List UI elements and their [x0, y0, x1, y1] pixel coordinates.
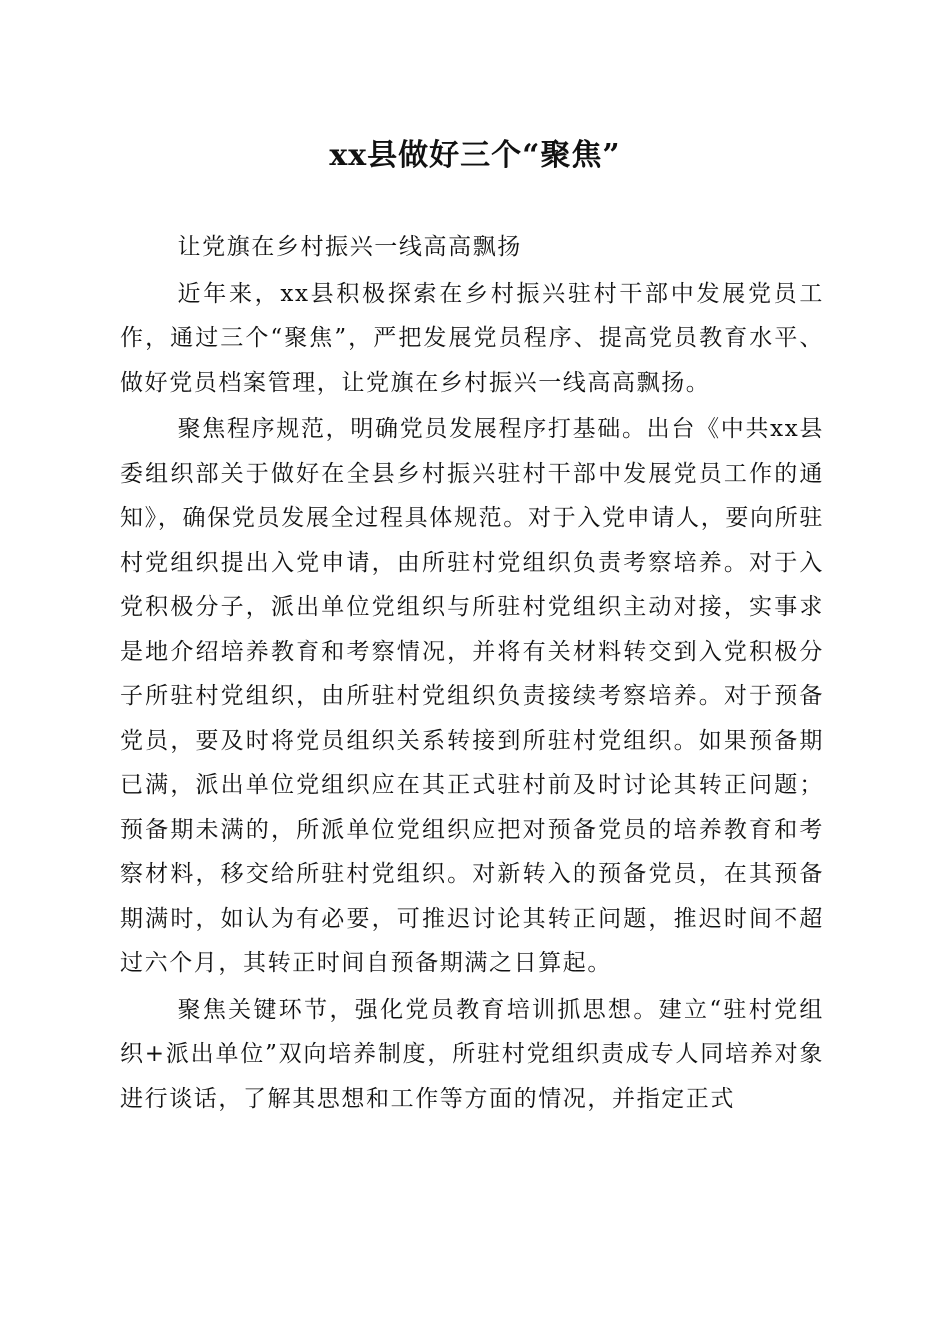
training-paragraph: 聚焦关键环节，强化党员教育培训抓思想。建立“驻村党组织+派出单位”双向培养制度，所驻村党组织责成专人同培养对象进行谈话，了解其思想和工作等方面的情况，并指定正式: [120, 996, 824, 1112]
intro-paragraph: 近年来，xx县积极探索在乡村振兴驻村干部中发展党员工作，通过三个“聚焦”，严把发展党员程序、提高党员教育水平、做好党员档案管理，让党旗在乡村振兴一线高高飘扬。: [120, 280, 824, 396]
subtitle-paragraph: 让党旗在乡村振兴一线高高飘扬: [177, 234, 522, 260]
procedure-paragraph: 聚焦程序规范，明确党员发展程序打基础。出台《中共xx县委组织部关于做好在全县乡村振兴驻村干部中发展党员工作的通知》，确保党员发展全过程具体规范。对于入党申请人，要向所驻村党组织提出入党申请，由所驻村党组织负责考察培养。对于入党积极分子，派出单位党组织与所驻村党组织主动对接，实事求是地介绍培养教育和考察情况，并将有关材料转交到入党积极分子所驻村党组织，由所驻村党组织负责接续考察培养。对于预备党员，要及时将党员组织关系转接到所驻村党组织。如果预备期已满，派出单位党组织应在其正式驻村前及时讨论其转正问题；预备期未满的，所派单位党组织应把对预备党员的培养教育和考察材料，移交给所驻村党组织。对新转入的预备党员，在其预备期满时，如认为有必要，可推迟讨论其转正问题，推迟时间不超过六个月，其转正时间自预备期满之日算起。: [120, 416, 824, 976]
document-body: [120, 225, 824, 1123]
document-title: xx县做好三个“聚焦”: [329, 138, 621, 173]
